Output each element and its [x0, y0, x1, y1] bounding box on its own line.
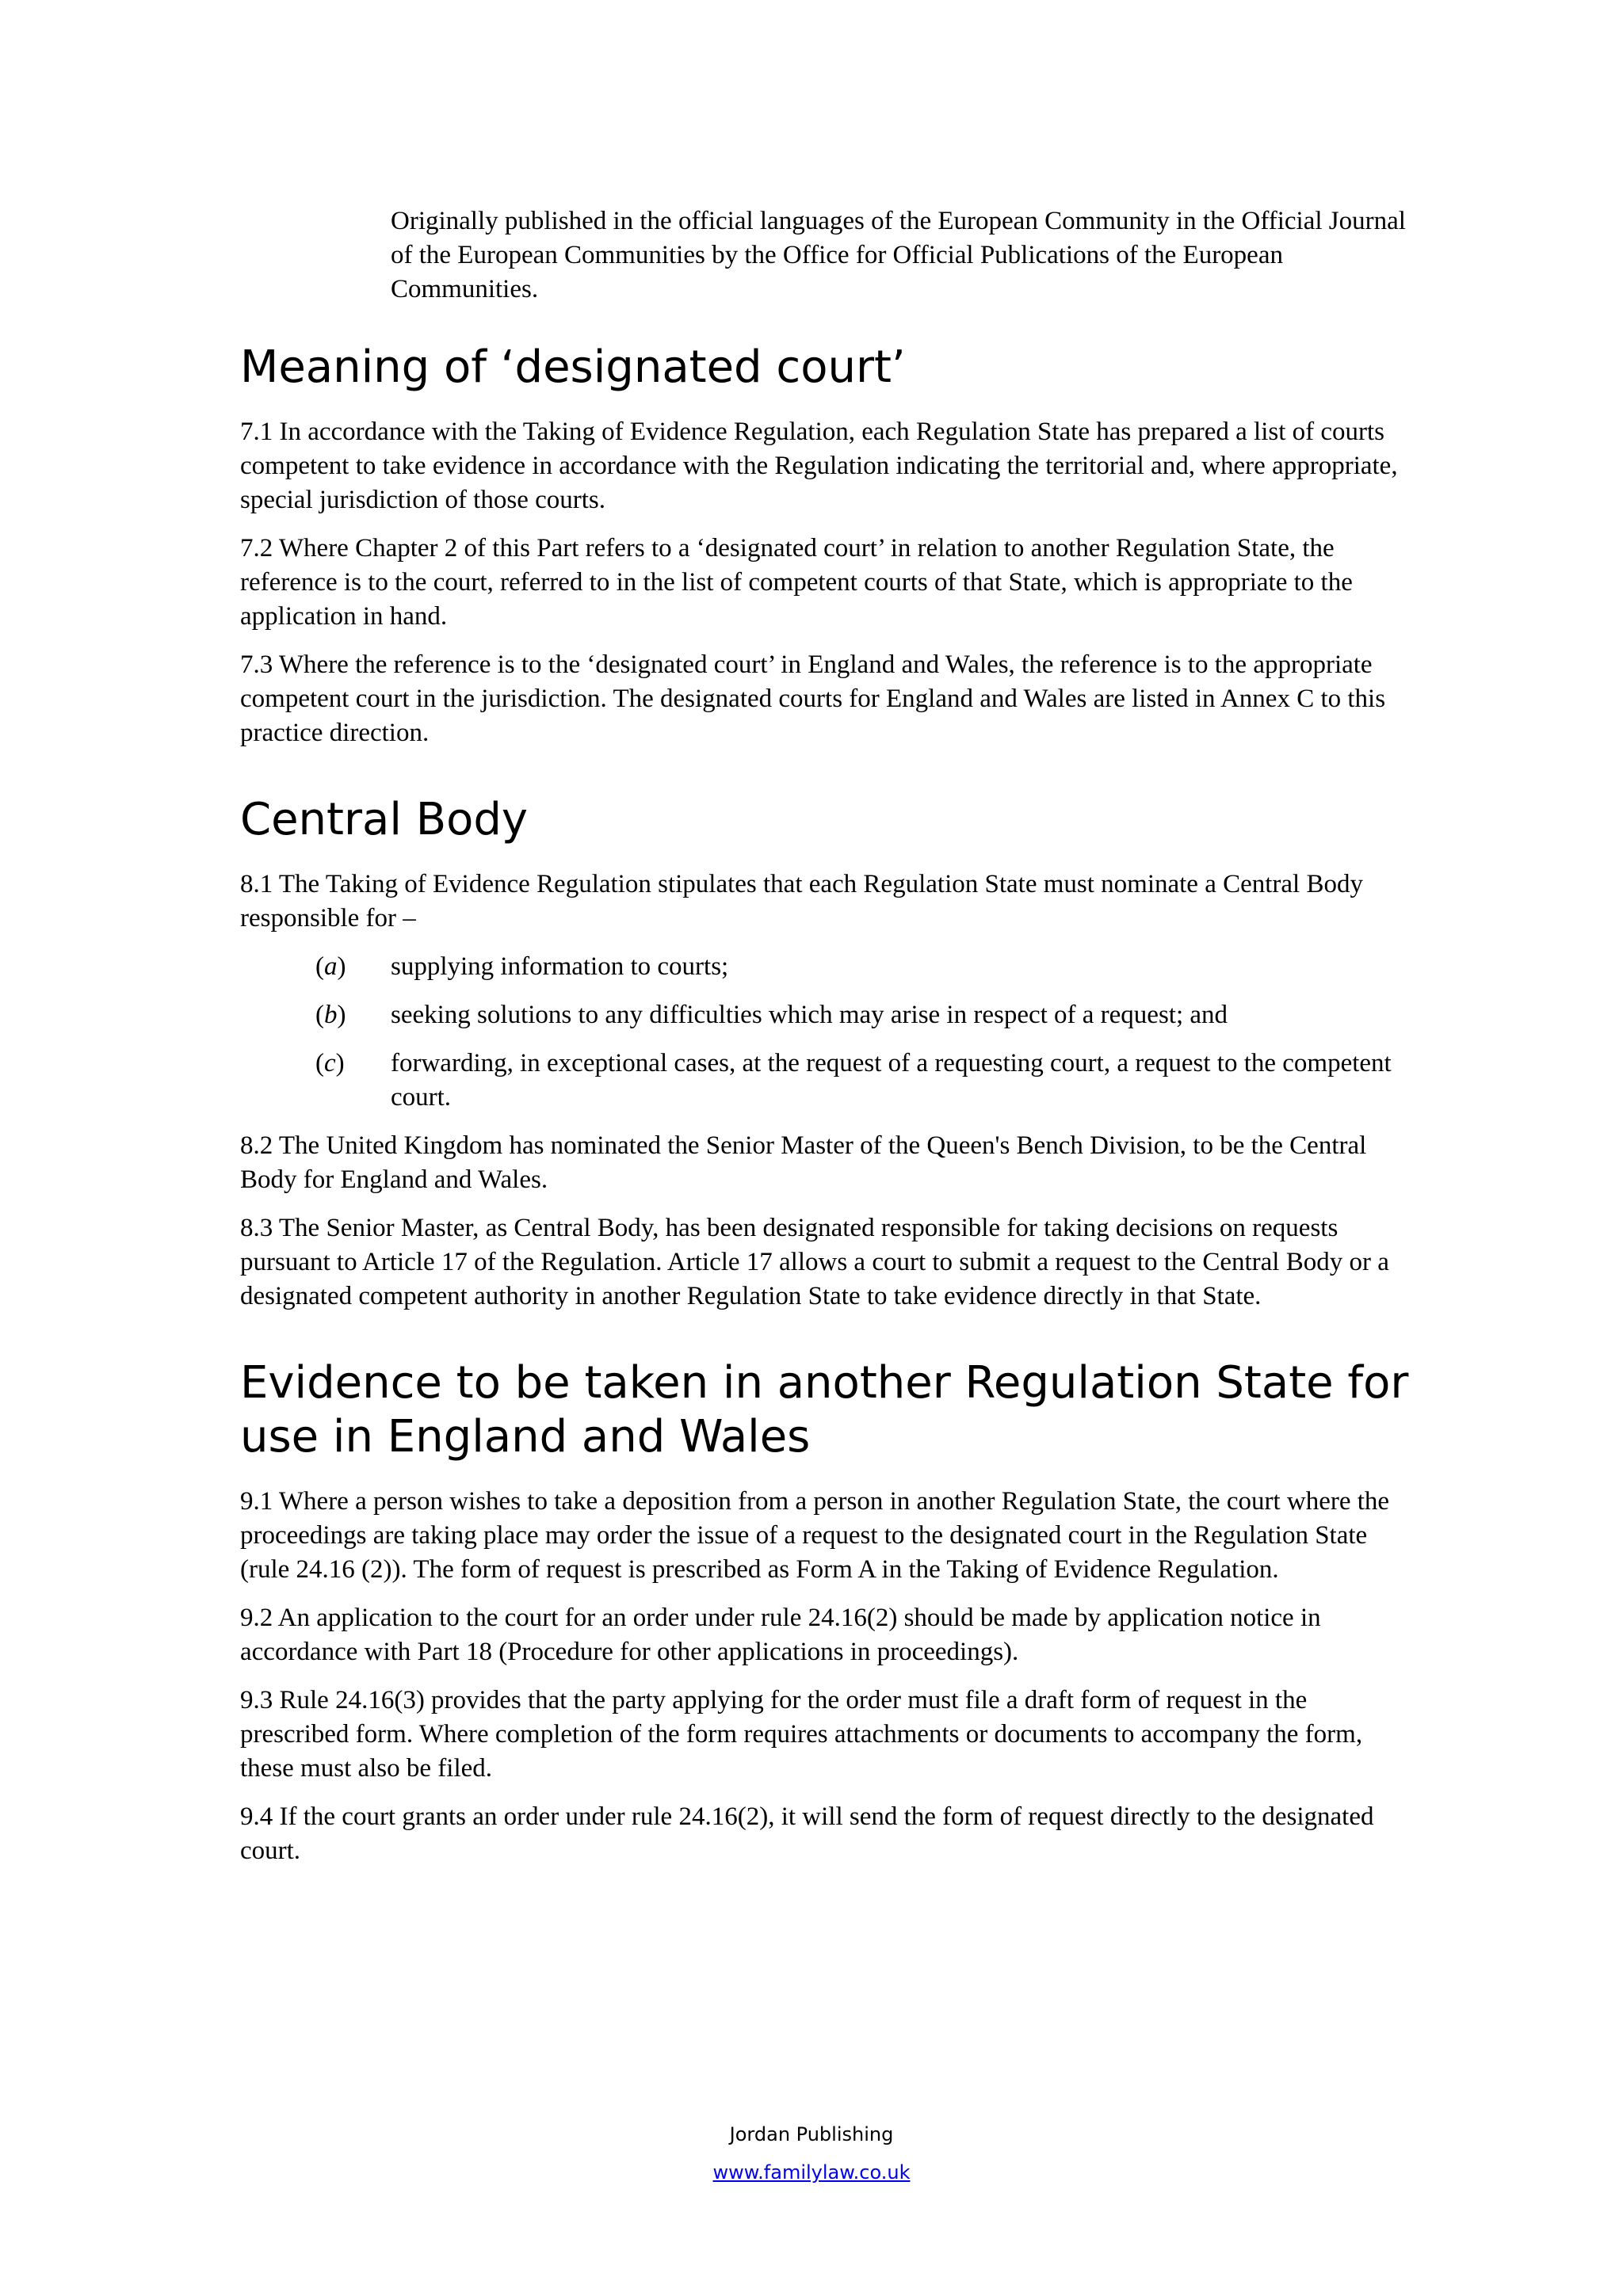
section-central-body: [240, 793, 1413, 1314]
list-item-c: [240, 1047, 1413, 1115]
paragraph-8-2: 8.2 The United Kingdom has nominated the Senior Master of the Queen's Bench Division, to be the Central Body for England and Wales.: [240, 1131, 1367, 1194]
paragraph-9-3: 9.3 Rule 24.16(3) provides that the party applying for the order must file a draft form of request in the prescribed form. Where completion of the form requires attachments or documents to accompany the form, these must also be filed.: [240, 1686, 1363, 1783]
section-heading: Central Body: [240, 794, 529, 845]
footer-website-link[interactable]: www.familylaw.co.uk: [712, 2161, 911, 2183]
intro-paragraph: Originally published in the official languages of the European Community in the Official Journal of the European Communities by the Office for Official Publications of the European Communities.: [391, 207, 1406, 303]
paragraph-7-3: 7.3 Where the reference is to the ‘designated court’ in England and Wales, the reference is to the appropriate competent court in the jurisdiction. The designated courts for England and Wales are listed in Annex C to this practice direction.: [240, 650, 1386, 747]
paragraph-9-4: 9.4 If the court grants an order under rule 24.16(2), it will send the form of request directly to the designated court.: [240, 1802, 1374, 1865]
list-item-label: (a): [315, 952, 346, 981]
section-designated-court: [240, 341, 1413, 750]
paragraph-7-1: 7.1 In accordance with the Taking of Evidence Regulation, each Regulation State has prepared a list of courts competent to take evidence in accordance with the Regulation indicating the territorial and, where appropriate, special jurisdiction of those courts.: [240, 418, 1398, 514]
section-evidence-regulation-state: [240, 1356, 1413, 1868]
paragraph-7-2: 7.2 Where Chapter 2 of this Part refers to a ‘designated court’ in relation to another Regulation State, the reference is to the court, referred to in the list of competent courts of that State, which is appropriate to the application in hand.: [240, 534, 1353, 631]
section-heading: Meaning of ‘designated court’: [240, 341, 906, 393]
list-item-a: [240, 950, 1413, 984]
footer-publisher: Jordan Publishing: [729, 2123, 894, 2145]
main-content: [240, 341, 1413, 1911]
list-item-text: seeking solutions to any difficulties which may arise in respect of a request; and: [391, 1001, 1228, 1029]
section-heading: Evidence to be taken in another Regulation State for use in England and Wales: [240, 1357, 1409, 1463]
list-item-text: supplying information to courts;: [391, 952, 729, 981]
footer-link-container: [0, 2161, 1623, 2183]
paragraph-9-2: 9.2 An application to the court for an order under rule 24.16(2) should be made by application notice in accordance with Part 18 (Procedure for other applications in proceedings).: [240, 1604, 1321, 1666]
paragraph-8-3: 8.3 The Senior Master, as Central Body, has been designated responsible for taking decisions on requests pursuant to Article 17 of the Regulation. Article 17 allows a court to submit a request to the Central Body or a designated competent authority in another Regulation State to take evidence directly in that State.: [240, 1214, 1389, 1310]
paragraph-9-1: 9.1 Where a person wishes to take a deposition from a person in another Regulation State, the court where the proceedings are taking place may order the issue of a request to the designated court in the Regulation State (rule 24.16 (2)). The form of request is prescribed as Form A in the Taking of Evidence Regulation.: [240, 1487, 1390, 1584]
list-item-label: (c): [315, 1049, 345, 1077]
paragraph-8-1: 8.1 The Taking of Evidence Regulation stipulates that each Regulation State must nominate a Central Body responsible for –: [240, 870, 1363, 933]
list-item-b: [240, 998, 1413, 1032]
list-item-text: forwarding, in exceptional cases, at the request of a requesting court, a request to the competent court.: [391, 1049, 1392, 1112]
list-item-label: (b): [315, 1001, 346, 1029]
